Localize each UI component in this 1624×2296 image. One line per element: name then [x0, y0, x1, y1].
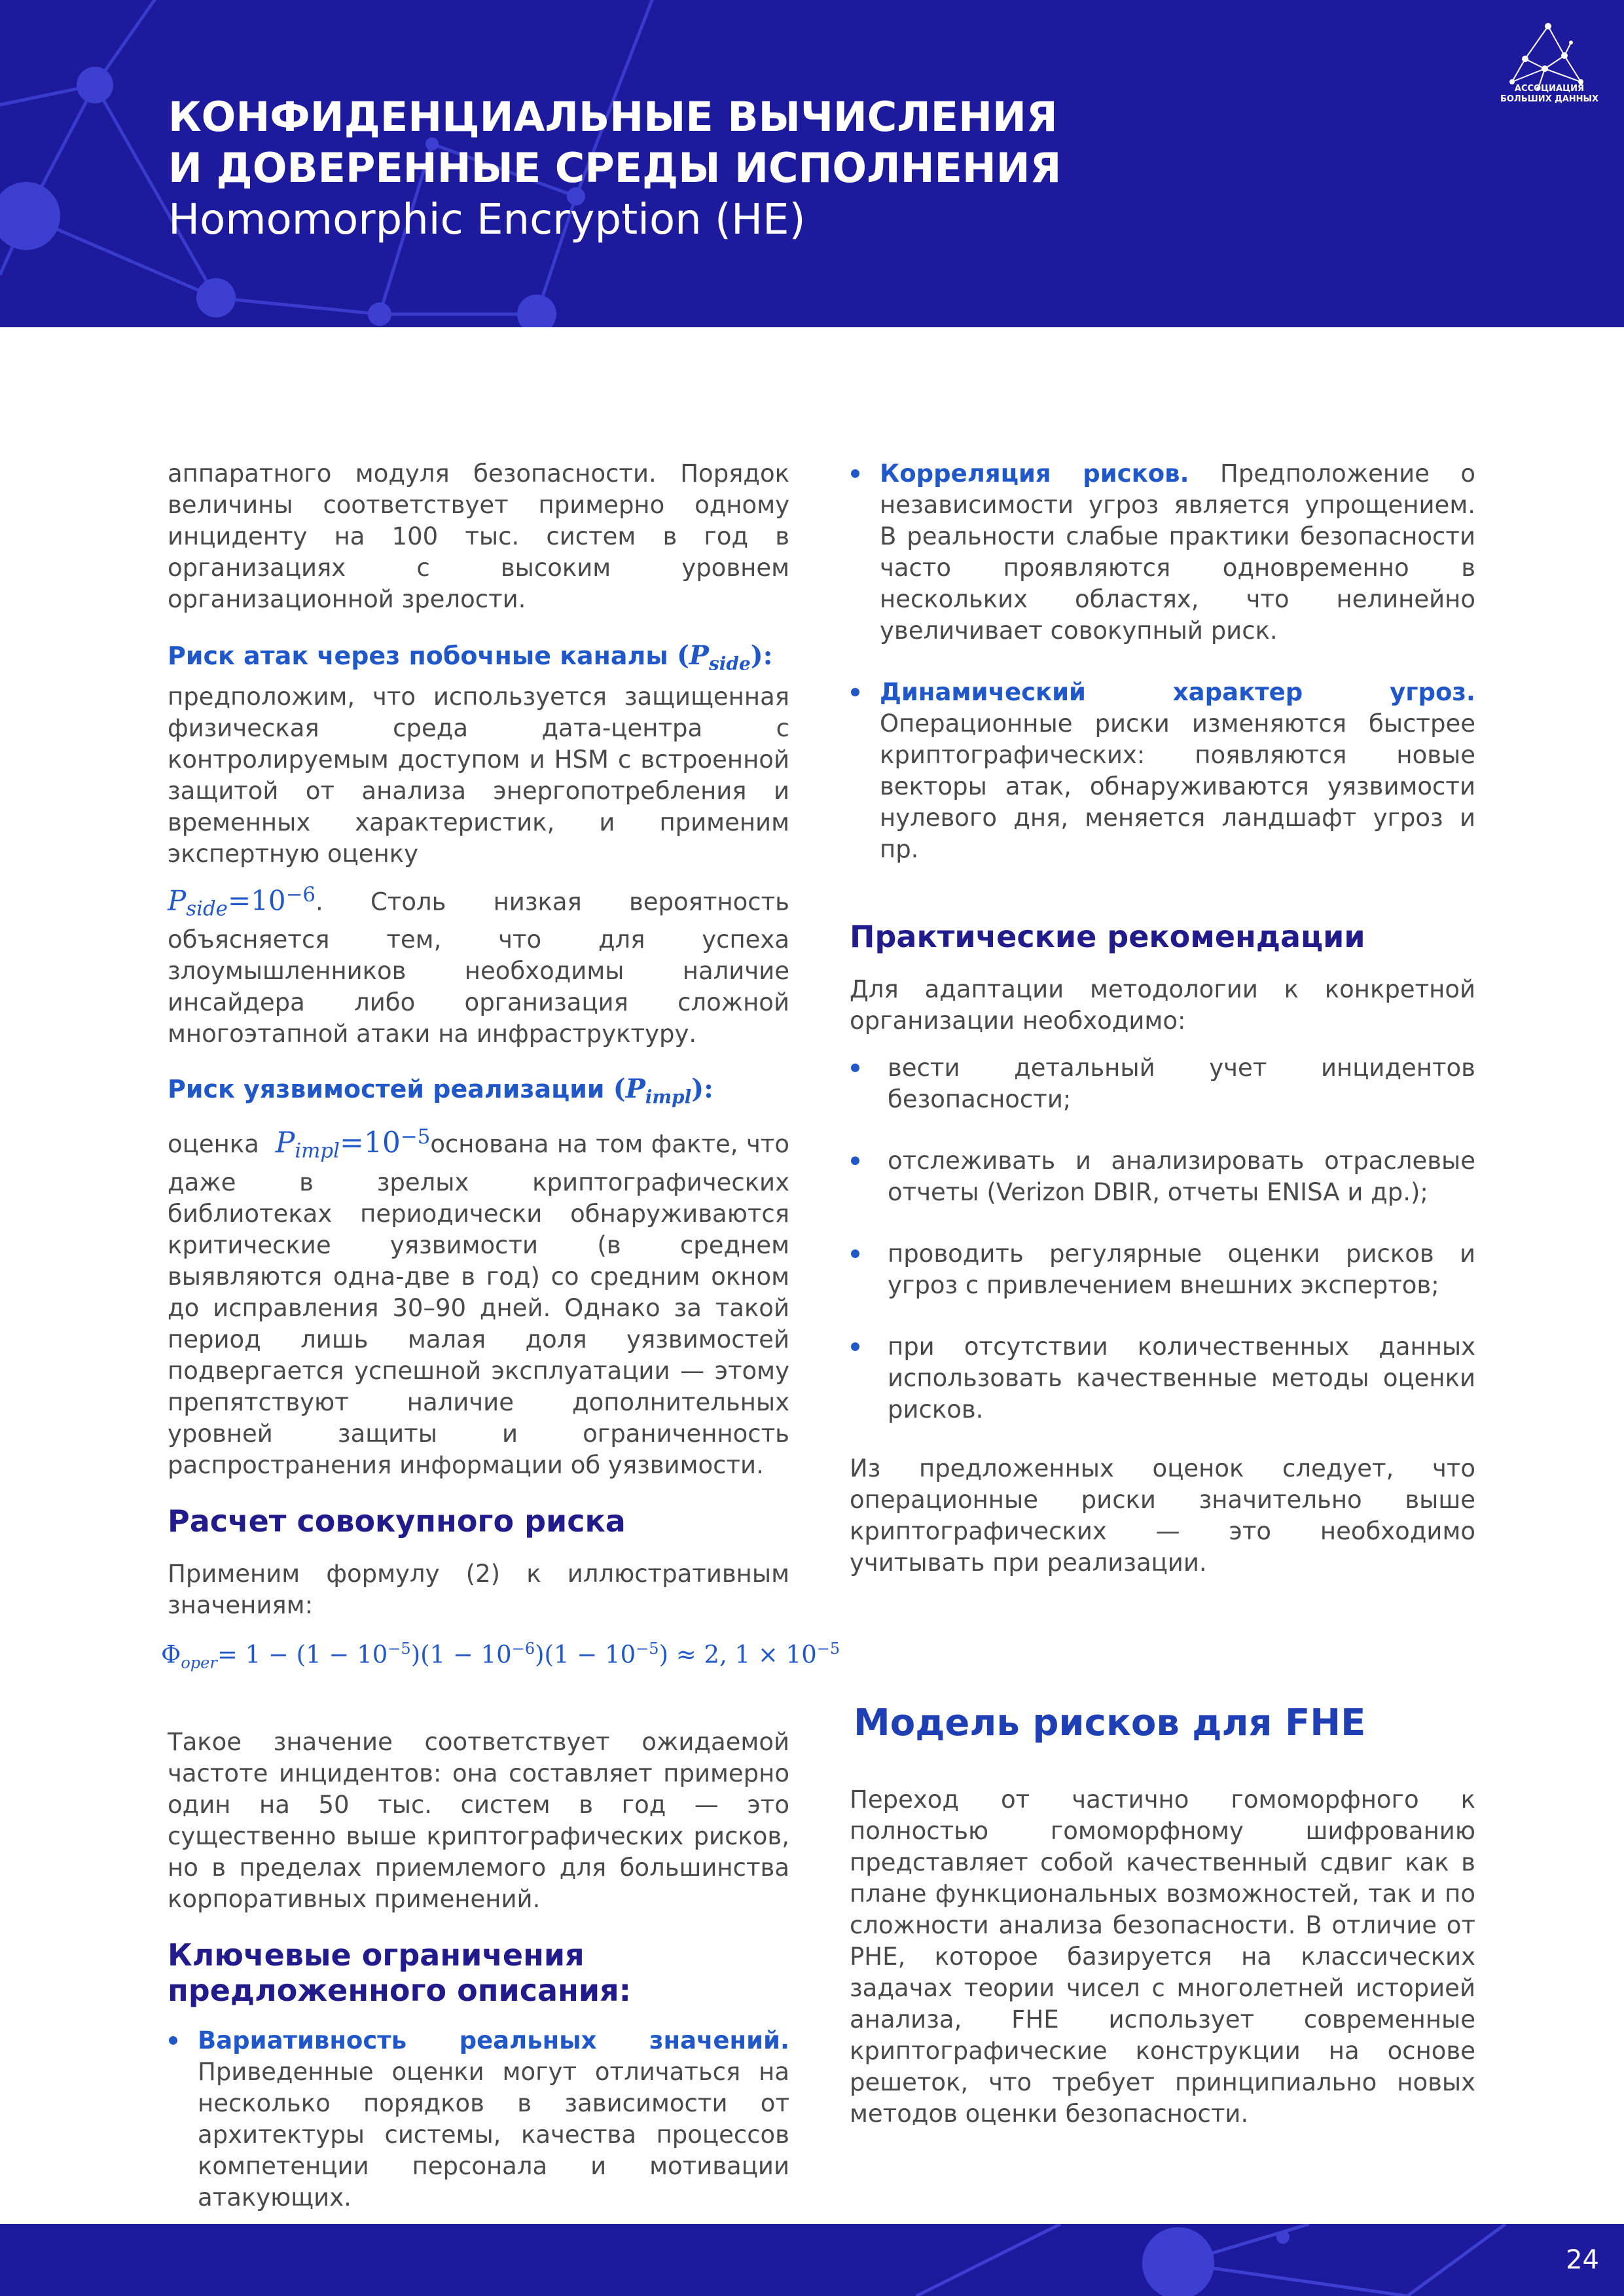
page-header [0, 0, 1624, 327]
list-item: отслеживать и анализировать отраслевые отчеты (Verizon DBIR, отчеты ENISA и др.); [850, 1145, 1475, 1208]
recommendations-conclusion: Из предложенных оценок следует, что операционные риски значительно выше криптографических — это необходимо учитывать при реализации. [850, 1454, 1475, 1577]
limitations-list-right [850, 458, 1475, 865]
side-channel-risk-estimate: $P_{side}=10^{-6}$. Столь низкая вероятность объясняется тем, что для успеха злоумышленников необходимы наличие инсайдера либо организация сложной многоэтапной атаки на инфраструктуру. [168, 882, 789, 1049]
list-item: Динамический характер угроз. Операционные риски изменяются быстрее криптографических: появляются новые векторы атак, обнаруживаются уязвимости нулевого дня, меняется ландшафт угроз и пр. [850, 677, 1475, 865]
aggregate-risk-heading: Расчет совокупного риска [168, 1503, 626, 1539]
aggregate-risk-formula: $\Phi_{oper}= 1 - (1 - 10^{-5})(1 - 10^{-6})(1 - 10^{-5}) \approx 2$, $1 \times 10^{-5}$ [161, 1639, 840, 1672]
recommendations-list [850, 1052, 1475, 1426]
page-number: 24 [1566, 2245, 1599, 2275]
recommendations-heading: Практические рекомендации [850, 919, 1365, 954]
intro-paragraph: аппаратного модуля безопасности. Порядок величины соответствует примерно одному инциденту на 100 тыс. систем в год в организациях с высоким уровнем организационной зрелости. [168, 459, 789, 613]
list-item: Вариативность реальных значений. Приведенные оценки могут отличаться на несколько порядков в зависимости от архитектуры системы, качества процессов компетенции персонала и мотивации атакующих. [168, 2025, 789, 2214]
right-column [850, 458, 1475, 2130]
list-item: вести детальный учет инцидентов безопасности; [850, 1052, 1475, 1115]
side-channel-risk-heading: Риск атак через побочные каналы $(P_{side})$: [168, 640, 773, 675]
list-item: при отсутствии количественных данных использовать качественные методы оценки рисков. [850, 1331, 1475, 1426]
title-line-1: КОНФИДЕНЦИАЛЬНЫЕ ВЫЧИСЛЕНИЯ [168, 93, 1058, 141]
left-column [161, 458, 840, 2214]
fhe-section-heading: Модель рисков для FHE [854, 1702, 1366, 1744]
page-footer [0, 2224, 1624, 2296]
logo-caption: АССОЦИАЦИЯ БОЛЬШИХ ДАННЫХ [1500, 84, 1599, 104]
fhe-section-body: Переход от частично гомоморфного к полностью гомоморфному шифрованию представляет собой качественный сдвиг как в плане функциональных возможностей, так и по сложности анализа безопасности. В отличие от PHE, которое базируется на классических задачах теории чисел с многолетней историей анализа, FHE использует современные криптографические конструкции на основе решеток, что требует принципиально новых методов оценки безопасности. [850, 1785, 1475, 2128]
title-line-2: И ДОВЕРЕННЫЕ СРЕДЫ ИСПОЛНЕНИЯ [168, 144, 1062, 192]
aggregate-risk-result: Такое значение соответствует ожидаемой частоте инцидентов: она составляет примерно один на 50 тыс. систем в год — это существенно выше криптографических рисков, но в пределах приемлемого для большинства корпоративных применений. [168, 1728, 789, 1914]
aggregate-risk-intro: Применим формулу (2) к иллюстративным значениям: [168, 1559, 789, 1619]
list-item: проводить регулярные оценки рисков и угроз с привлечением внешних экспертов; [850, 1238, 1475, 1301]
page-title [168, 92, 1061, 246]
page-subtitle: Homomorphic Encryption (HE) [168, 196, 806, 244]
recommendations-intro: Для адаптации методологии к конкретной организации необходимо: [850, 975, 1475, 1035]
side-channel-risk-text: предположим, что используется защищенная физическая среда дата-центра с контролируемым доступом и HSM с встроенной защитой от анализа энергопотребления и временных характеристик, и применим экспертную оценку [168, 682, 789, 868]
limitations-heading: Ключевые ограничения предложенного описания: [168, 1937, 632, 2009]
limitations-list-left [168, 2025, 789, 2214]
implementation-risk-heading: Риск уязвимостей реализации $(P_{impl})$: [168, 1073, 713, 1108]
list-item: Корреляция рисков. Предположение о независимости угроз является упрощением. В реальности слабые практики безопасности часто проявляются одновременно в нескольких областях, что нелинейно увеличивает совокупный риск. [850, 458, 1475, 647]
implementation-risk-text: оценка $P_{impl}=10^{-5}основана$ на том факте, что даже в зрелых криптографических библиотеках периодически обнаруживаются критические уязвимости (в среднем выявляются одна-две в год) со средним окном до исправления 30–90 дней. Однако за такой период лишь малая доля уязвимостей подвергается успешной эксплуатации — этому препятствуют наличие дополнительных уровней защиты и ограниченность распространения информации об уязвимости. [168, 1124, 789, 1479]
network-pattern-decoration [0, 2224, 1624, 2296]
